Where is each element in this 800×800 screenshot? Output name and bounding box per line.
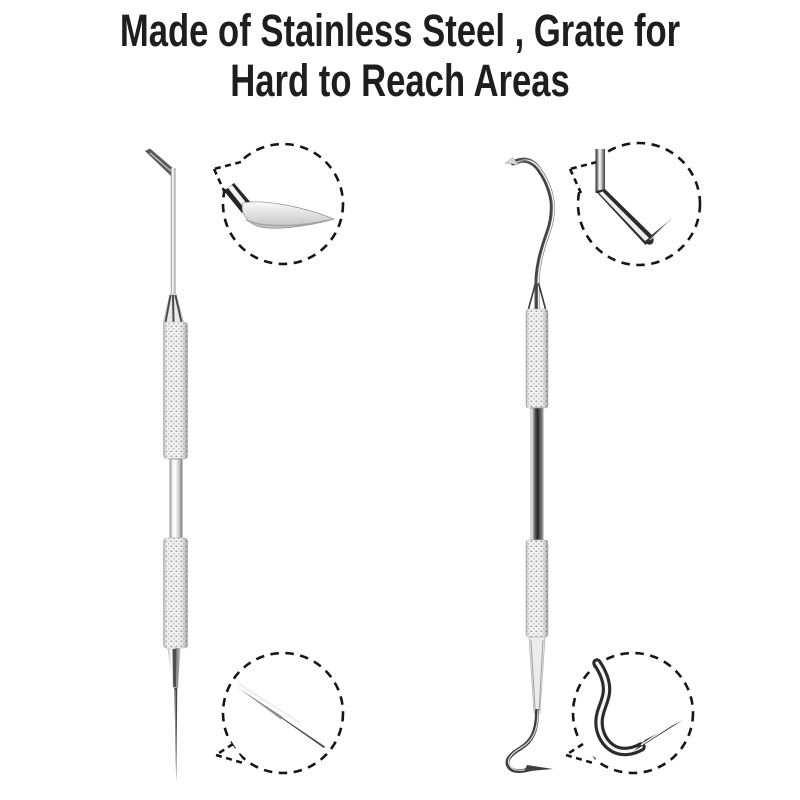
headline-line-1: Made of Stainless Steel , Grate for xyxy=(119,5,681,56)
callout-top-right xyxy=(570,143,700,265)
left-tool-collar xyxy=(163,294,184,323)
left-tool-shaft xyxy=(171,168,176,296)
right-tool-upper-grip xyxy=(526,309,548,408)
left-tool-lower-collar xyxy=(168,648,181,688)
callout-bottom-right xyxy=(566,653,693,773)
right-tool-hook xyxy=(508,710,554,771)
callout-bottom-left xyxy=(216,653,343,773)
straight-needle-tip-detail xyxy=(235,684,325,748)
right-tool-sickle-tip xyxy=(505,158,554,310)
flat-blade-tip-detail xyxy=(224,183,334,228)
left-tool-tip xyxy=(145,149,175,177)
right-tool-lower-grip xyxy=(526,540,548,637)
curved-hook-tip-detail xyxy=(597,663,683,751)
callout-circle xyxy=(223,653,343,773)
right-tool-lower-taper xyxy=(529,637,545,713)
left-tool xyxy=(145,149,188,784)
left-tool-needle xyxy=(174,688,177,783)
left-tool-mid-section xyxy=(170,459,183,538)
headline-line-2: Hard to Reach Areas xyxy=(230,55,570,106)
right-tool-mid-section xyxy=(531,408,544,540)
right-tool xyxy=(505,158,554,772)
callout-top-left xyxy=(214,144,343,264)
left-tool-lower-grip xyxy=(164,538,188,648)
angled-hook-tip-detail xyxy=(596,149,673,245)
left-tool-upper-grip xyxy=(164,322,188,459)
